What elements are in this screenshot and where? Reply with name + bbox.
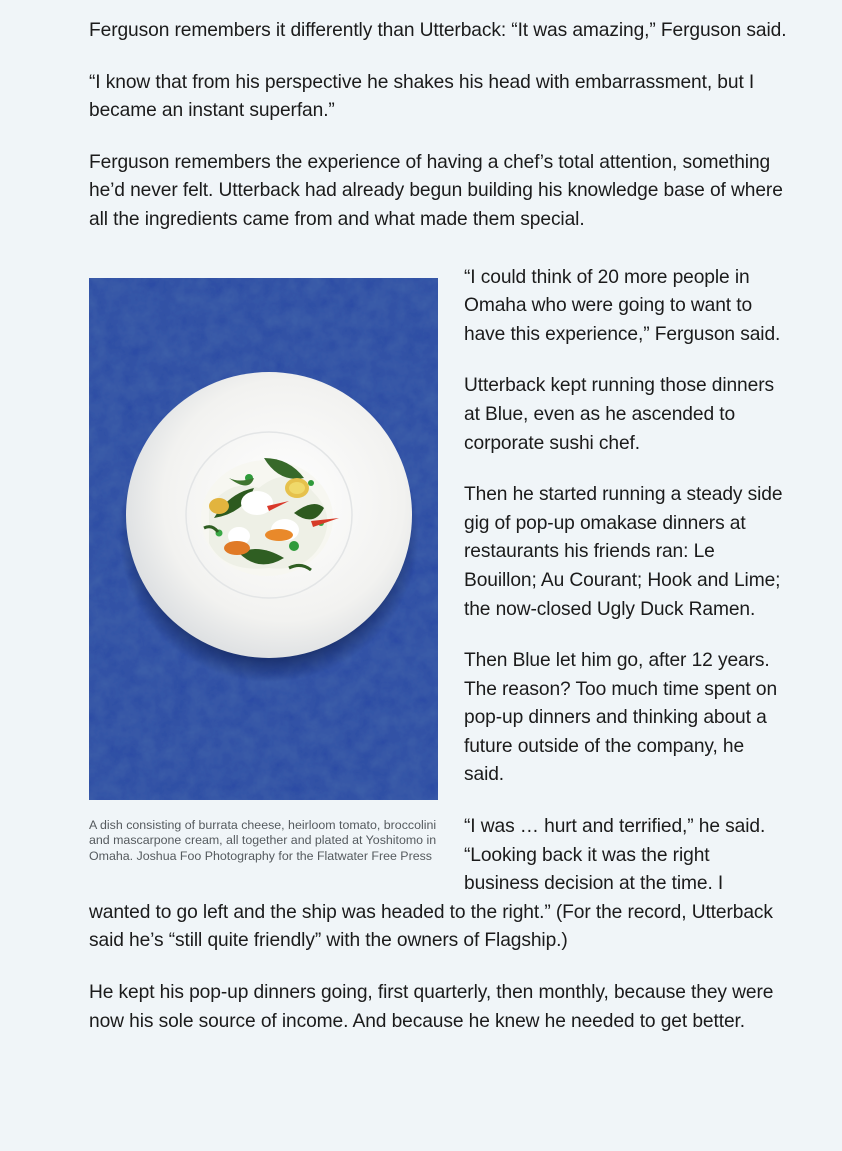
article-paragraph: “I know that from his perspective he shakes his head with embarrassment, but I became an instant superfan.” <box>89 71 755 122</box>
article-paragraph: Ferguson remembers the experience of having a chef’s total attention, something he’d never felt. Utterback had already begun building his knowledge base of where all the ingredients came from and what made them special. <box>89 151 783 230</box>
article-paragraph: Utterback kept running those dinners at Blue, even as he ascended to corporate sushi chef. <box>464 375 774 454</box>
article-figure <box>89 278 438 865</box>
article-paragraph: Then he started running a steady side gig of pop-up omakase dinners at restaurants his friends ran: Le Bouillon; Au Courant; Hook and Lime; the now-closed Ugly Duck Ramen. <box>464 484 783 620</box>
article-paragraph: “I could think of 20 more people in Omaha who were going to want to have this experience,” Ferguson said. <box>464 266 781 345</box>
article-paragraph: Ferguson remembers it differently than Utterback: “It was amazing,” Ferguson said. <box>89 20 787 41</box>
article-paragraph: Then Blue let him go, after 12 years. The reason? Too much time spent on pop-up dinners and thinking about a future outside of the company, he said. <box>464 650 778 786</box>
dish-photo[interactable] <box>89 278 438 800</box>
article-paragraph: “I was … hurt and terrified,” he said. “Looking back it was the right business decision at the time. I wanted to go left and the ship was headed to the right.” (For the record, Utterback said he’s “still quite friendly” with the owners of Flagship.) <box>89 816 773 952</box>
figure-caption: A dish consisting of burrata cheese, heirloom tomato, broccolini and mascarpone cream, all together and plated at Yoshitomo in Omaha. Joshua Foo Photography for the Flatwater Free Press <box>89 817 437 863</box>
article-paragraph: He kept his pop-up dinners going, first quarterly, then monthly, because they were now his sole source of income. And because he knew he needed to get better. <box>89 982 774 1032</box>
article-body <box>89 17 789 1059</box>
